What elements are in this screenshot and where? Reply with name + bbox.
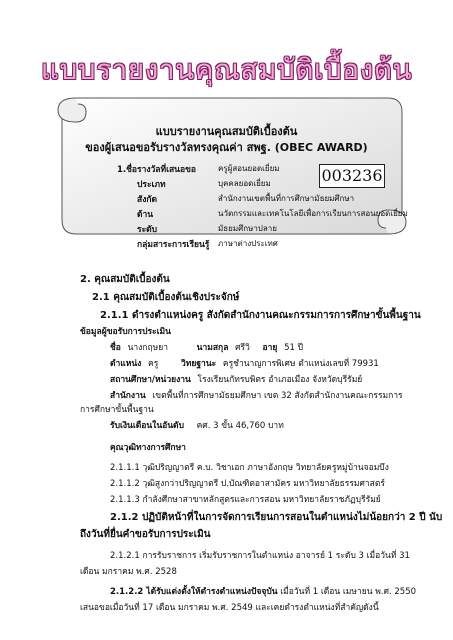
field-label-area: ด้าน: [137, 210, 154, 220]
section-2-1-2-heading-cont: ถึงวันที่ยื่นคำขอรับการประเมิน: [80, 529, 211, 540]
banner-title: แบบรายงานคุณสมบัติเบื้องต้น: [40, 53, 413, 86]
field-value-affiliation: สำนักงานเขตพื้นที่การศึกษามัธยมศึกษา: [218, 194, 355, 203]
paragraph-2-1-2-1: 2.1.2.1 การรับราชการ เริ่มรับราชการในตำแหน่ง อาจารย์ 1 ระดับ 3 เมื่อวันที่ 31: [110, 551, 410, 561]
field-value-type: บุคคลยอดเยี่ยม: [218, 179, 271, 188]
field-label-type: ประเภท: [137, 180, 166, 190]
school-row: [110, 372, 362, 386]
form-subheading: ของผู้เสนอขอรับรางวัลทรงคุณค่า สพฐ. (OBEC AWARD): [85, 141, 368, 154]
salary-row: [110, 418, 284, 432]
paragraph-2-1-2-2-text: เมื่อวันที่ 1 เดือน เมษายน พ.ศ. 2550: [277, 587, 417, 597]
salary-label: รับเงินเดือนในอันดับ: [110, 421, 184, 431]
office-value: เขตพื้นที่การศึกษามัธยมศึกษา เขต 32 สังกัดสำนักงานคณะกรรมการ: [152, 391, 403, 401]
position-label: ตำแหน่ง: [110, 359, 142, 369]
office-label: สำนักงาน: [110, 391, 146, 401]
field-label-level: ระดับ: [137, 225, 158, 235]
name-row: [110, 340, 303, 354]
school-label: สถานศึกษา/หน่วยงาน: [110, 375, 191, 385]
education-item: 2.1.1.3 กำลังศึกษาสาขาหลักสูตรและการสอน มหาวิทยาลัยราชภัฏบุรีรัมย์: [110, 495, 381, 505]
education-item: 2.1.1.1 วุฒิปริญญาตรี ค.บ. วิชาเอก ภาษาอังกฤษ วิทยาลัยครูหมู่บ้านจอมบึง: [110, 463, 389, 473]
paragraph-2-1-2-2: [110, 584, 416, 598]
field-value-area: นวัตกรรมและเทคโนโลยีเพื่อการเรียนการสอนยอดเยี่ยม: [218, 209, 408, 218]
office-value-cont: การศึกษาขั้นพื้นฐาน: [80, 405, 154, 415]
salary-value: คศ. 3 ขั้น 46,760 บาท: [196, 421, 284, 431]
name-value: นางกฤษยา: [127, 343, 168, 353]
field-label-subject: กลุ่มสาระการเรียนรู้: [137, 240, 210, 250]
form-heading: แบบรายงานคุณสมบัติเบื้องต้น: [155, 125, 298, 138]
field-label-affiliation: สังกัด: [137, 195, 158, 205]
paragraph-2-1-2-1-cont: เดือน มกราคม พ.ศ. 2528: [80, 567, 177, 577]
office-row: [110, 388, 403, 402]
applicant-info-heading: ข้อมูลผู้ขอรับการประเมิน: [80, 327, 171, 337]
academic-rank-value: ครูชำนาญการพิเศษ ตำแหน่งเลขที่ 79931: [222, 359, 379, 369]
field-value-award: ครูผู้สอนยอดเยี่ยม: [218, 164, 280, 173]
position-row: [110, 356, 379, 370]
name-label: ชื่อ: [110, 343, 121, 353]
section-2-heading: 2. คุณสมบัติเบื้องต้น: [80, 274, 170, 285]
section-2-1-1-heading: 2.1.1 ดำรงตำแหน่งครู สังกัดสำนักงานคณะกรรมการการศึกษาขั้นพื้นฐาน: [100, 310, 421, 321]
section-2-1-heading: 2.1 คุณสมบัติเบื้องต้นเชิงประจักษ์: [92, 292, 240, 303]
school-value: โรงเรียนกัทรบพิตร อำเภอเมือง จังหวัดบุรีรัมย์: [197, 375, 363, 385]
age-value: 51 ปี: [284, 343, 304, 353]
submission-code: 003236: [319, 164, 385, 188]
field-value-subject: ภาษาต่างประเทศ: [218, 239, 278, 248]
education-heading: คุณวุฒิทางการศึกษา: [110, 443, 186, 453]
surname-value: ศรีวิ: [235, 343, 250, 353]
surname-label: นามสกุล: [196, 343, 229, 353]
section-2-1-2-heading: 2.1.2 ปฏิบัติหน้าที่ในการจัดการเรียนการสอนในตำแหน่งไม่น้อยกว่า 2 ปี นับ: [110, 512, 443, 523]
field-label-award: 1.ชื่อรางวัลที่เสนอขอ: [117, 165, 197, 175]
paragraph-2-1-2-2-lead: 2.1.2.2 ได้รับแต่งตั้งให้ดำรงตำแหน่งปัจจุบัน: [110, 587, 278, 597]
academic-rank-label: วิทยฐานะ: [181, 359, 217, 369]
age-label: อายุ: [262, 343, 278, 353]
paragraph-2-1-2-2-cont: เสนอขอเมื่อวันที่ 17 เดือน มกราคม พ.ศ. 2549 และเคยดำรงตำแหน่งที่สำคัญดังนี้: [80, 603, 379, 613]
field-value-level: มัธยมศึกษาปลาย: [218, 224, 277, 233]
education-item: 2.1.1.2 วุฒิสูงกว่าปริญญาตรี ป.บัณฑิตอาสามัคร มหาวิทยาลัยธรรมศาสตร์: [110, 479, 385, 489]
position-value: ครู: [148, 359, 159, 369]
